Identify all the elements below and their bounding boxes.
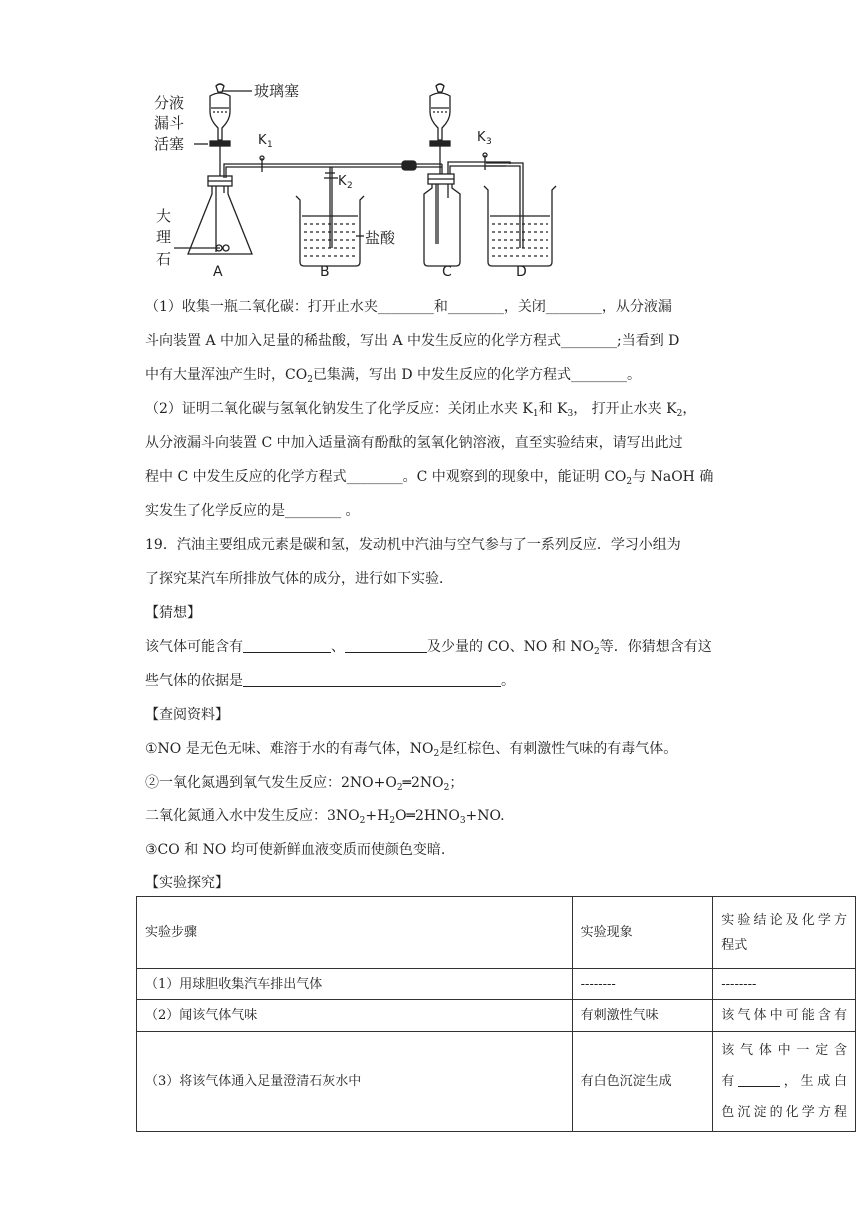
reference-heading: 【查阅资料】 [145,707,229,723]
guess-line1: 该气体可能含有 、 及少量的 CO、NO 和 $NO_2$等．你猜想含有这 [145,639,712,657]
label-marble-3: 石 [156,250,172,268]
table-row: （1）用球胆收集汽车排出气体 -------- -------- [137,969,856,1000]
q18-part2-line2: 从分液漏斗向装置 C 中加入适量滴有酚酞的氢氧化钠溶液，直至实验结束，请写出此过 [145,435,683,451]
separatory-funnel-c [430,84,450,176]
label-d: D [516,264,527,280]
q18-part2-line4: 实发生了化学反应的是________ 。 [145,503,360,519]
q18-part2-line1: （2）证明二氧化碳与氢氧化钠发生了化学反应：关闭止水夹 $K_1$和 $K_3$， 打开止水夹 $K_2$， [145,401,697,419]
gas-bottle-c [424,174,460,266]
reference-3: 二氧化氮通入水中发生反应：$3NO_2+H_2O═2HNO_3+NO$. [145,808,505,826]
blank-gas-1 [243,638,331,653]
q19-intro-line1: 19．汽油主要组成元素是碳和氢，发动机中汽油与空气参与了一系列反应．学习小组为 [145,537,681,553]
reference-4: ③CO 和 NO 均可使新鲜血液变质而使颜色变暗. [145,842,446,858]
label-marble-2: 理 [156,228,172,246]
q18-part2-line3: 程中 C 中发生反应的化学方程式________。C 中观察到的现象中，能证明 $CO_2$与 NaOH 确 [145,469,714,487]
label-hydrochloric-acid: 盐酸 [365,229,396,247]
label-k1: K [258,133,267,148]
label-a: A [213,264,223,280]
label-b: B [320,264,330,280]
label-k2: K [338,174,347,189]
blank-gas-co2 [738,1072,780,1087]
blank-reason [243,672,501,687]
guess-heading: 【猜想】 [145,605,201,621]
label-marble-1: 大 [156,207,172,225]
table-row: （2）闻该气体气味 有刺激性气味 该气体中可能含有 [137,1000,856,1032]
table-header-row [137,897,856,969]
reference-1: ①NO 是无色无味、难溶于水的有毒气体，$NO_2$是红棕色、有刺激性气味的有毒气体。 [145,741,678,759]
separatory-funnel-a [210,84,230,176]
header-conclusion: 实验结论及化学方 程式 [713,897,856,969]
header-phenomenon: 实验现象 [572,897,713,969]
label-k1-sub: 1 [267,140,273,150]
label-c: C [442,264,452,280]
q19-intro-line2: 了探究某汽车所排放气体的成分，进行如下实验． [145,571,453,587]
guess-line2: 些气体的依据是 。 [145,673,515,689]
label-funnel-1: 分液 [154,94,185,112]
label-k3-sub: 3 [486,137,492,147]
label-funnel-2: 漏斗 [154,114,185,132]
table-row: （3）将该气体通入足量澄清石灰水中 有白色沉淀生成 该气体中一定含 有 ，生成白 色沉淀的化学方程 [137,1032,856,1132]
label-k2-sub: 2 [347,181,353,191]
conical-flask-a [188,176,252,254]
label-k3: K [477,130,486,145]
q18-part1-line2: 斗向装置 A 中加入足量的稀盐酸，写出 A 中发生反应的化学方程式________;当看到 D [145,333,680,349]
experiment-table [136,896,856,1132]
q18-part1-line3: 中有大量浑浊产生时，$CO_2$已集满，写出 D 中发生反应的化学方程式________。 [145,367,642,385]
q18-part1-line1: （1）收集一瓶二氧化碳：打开止水夹________和________，关闭________，从分液漏 [145,299,672,315]
label-stopcock: 活塞 [154,135,185,153]
label-glass-stopper: 玻璃塞 [254,82,300,100]
apparatus-diagram [150,78,570,280]
clamp-k2 [324,167,338,248]
header-step: 实验步骤 [137,897,573,969]
blank-gas-2 [345,638,427,653]
experiment-heading: 【实验探究】 [145,875,229,891]
reference-2: ②一氧化氮遇到氧气发生反应：$2NO+O_2═2NO_2$； [145,775,464,793]
